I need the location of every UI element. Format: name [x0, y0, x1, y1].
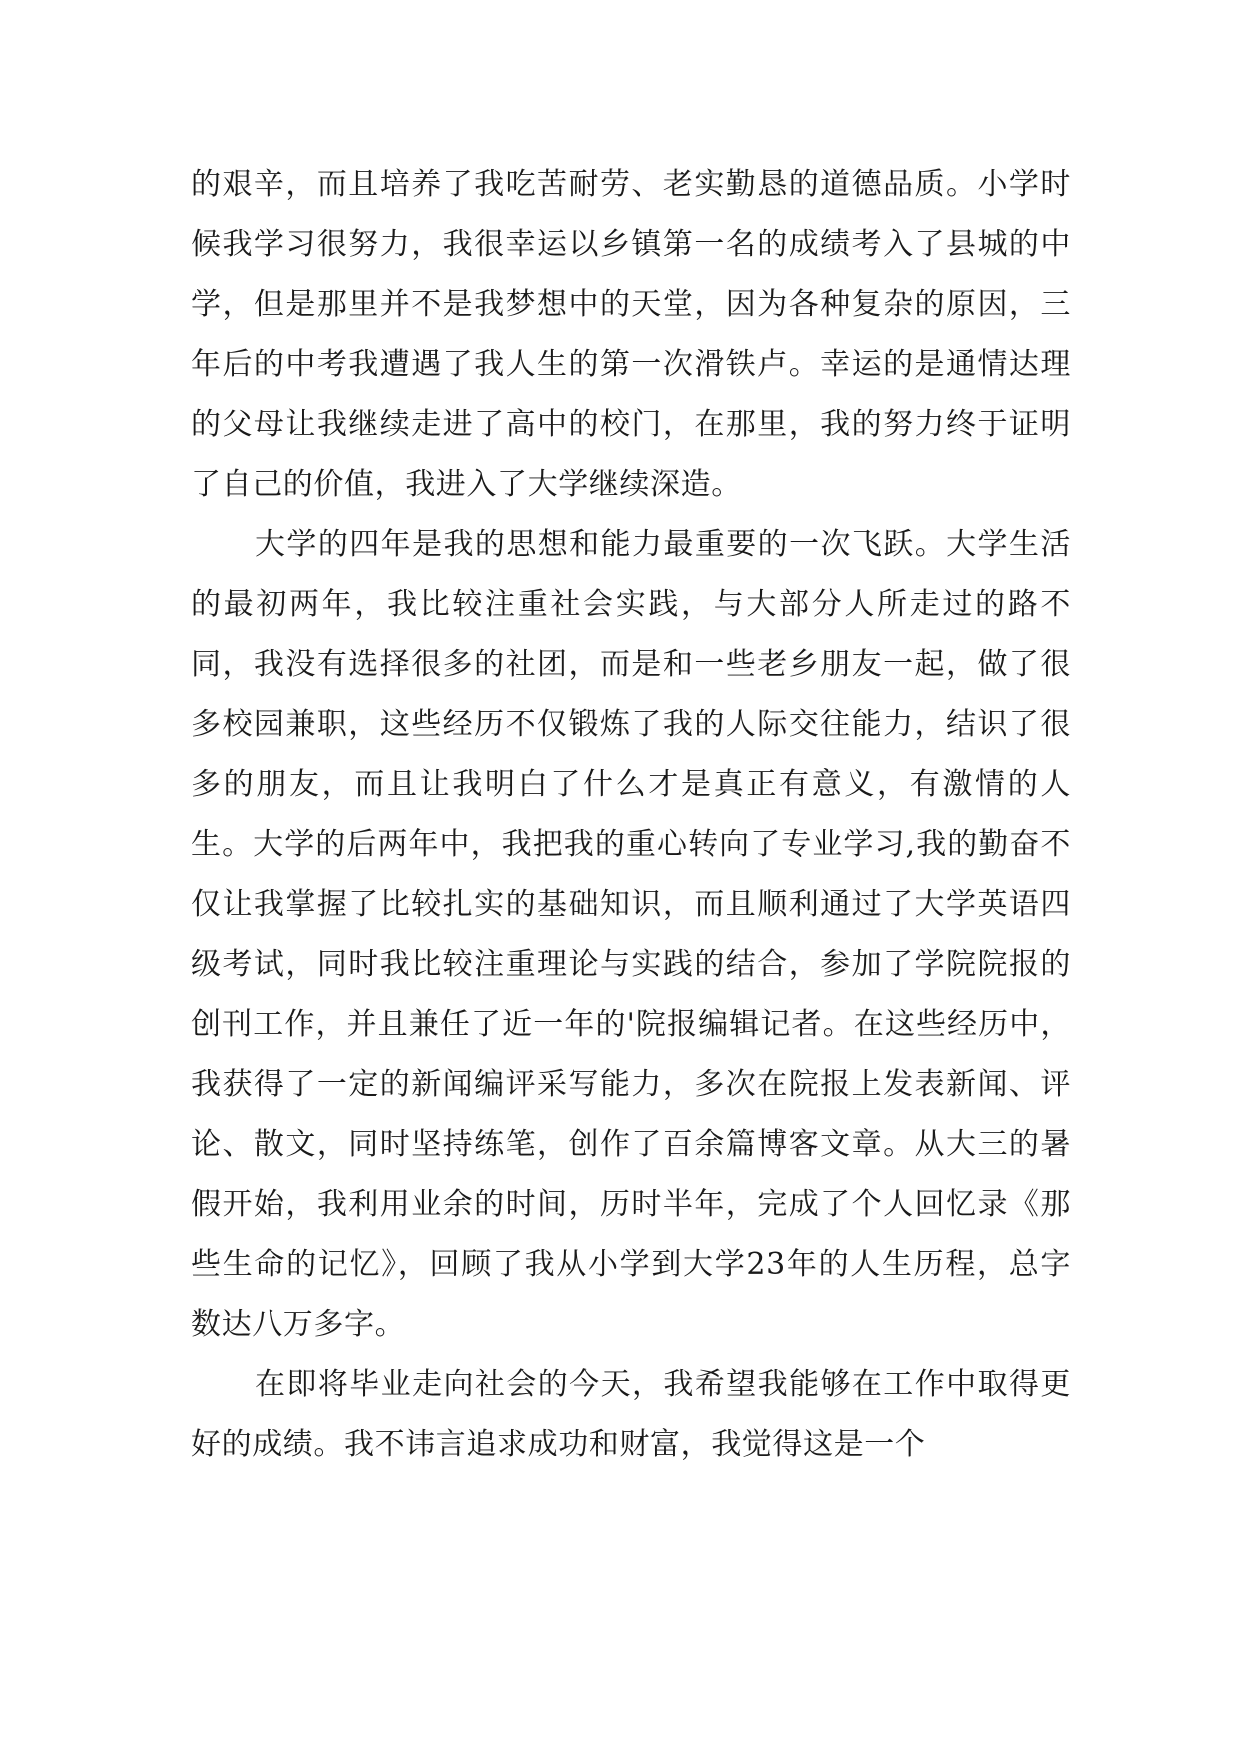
paragraph-university-years: 大学的四年是我的思想和能力最重要的一次飞跃。大学生活的最初两年，我比较注重社会实践，与大部分人所走过的路不同，我没有选择很多的社团，而是和一些老乡朋友一起，做了很多校园兼职，这些经历不仅锻炼了我的人际交往能力，结识了很多的朋友，而且让我明白了什么才是真正有意义，有激情的人生。大学的后两年中，我把我的重心转向了专业学习,我的勤奋不仅让我掌握了比较扎实的基础知识，而且顺利通过了大学英语四级考试，同时我比较注重理论与实践的结合，参加了学院院报的创刊工作，并且兼任了近一年的'院报编辑记者。在这些经历中，我获得了一定的新闻编评采写能力，多次在院报上发表新闻、评论、散文，同时坚持练笔，创作了百余篇博客文章。从大三的暑假开始，我利用业余的时间，历时半年，完成了个人回忆录《那些生命的记忆》，回顾了我从小学到大学23年的人生历程，总字数达八万多字。 — [191, 527, 1071, 1342]
paragraph-graduation-outlook: 在即将毕业走向社会的今天，我希望我能够在工作中取得更好的成绩。我不讳言追求成功和财富，我觉得这是一个 — [191, 1367, 1071, 1462]
body-text — [191, 155, 1071, 1475]
paragraph-continuation: 的艰辛，而且培养了我吃苦耐劳、老实勤恳的道德品质。小学时候我学习很努力，我很幸运以乡镇第一名的成绩考入了县城的中学，但是那里并不是我梦想中的天堂，因为各种复杂的原因，三年后的中考我遭遇了我人生的第一次滑铁卢。幸运的是通情达理的父母让我继续走进了高中的校门，在那里，我的努力终于证明了自己的价值，我进入了大学继续深造。 — [191, 167, 1071, 502]
